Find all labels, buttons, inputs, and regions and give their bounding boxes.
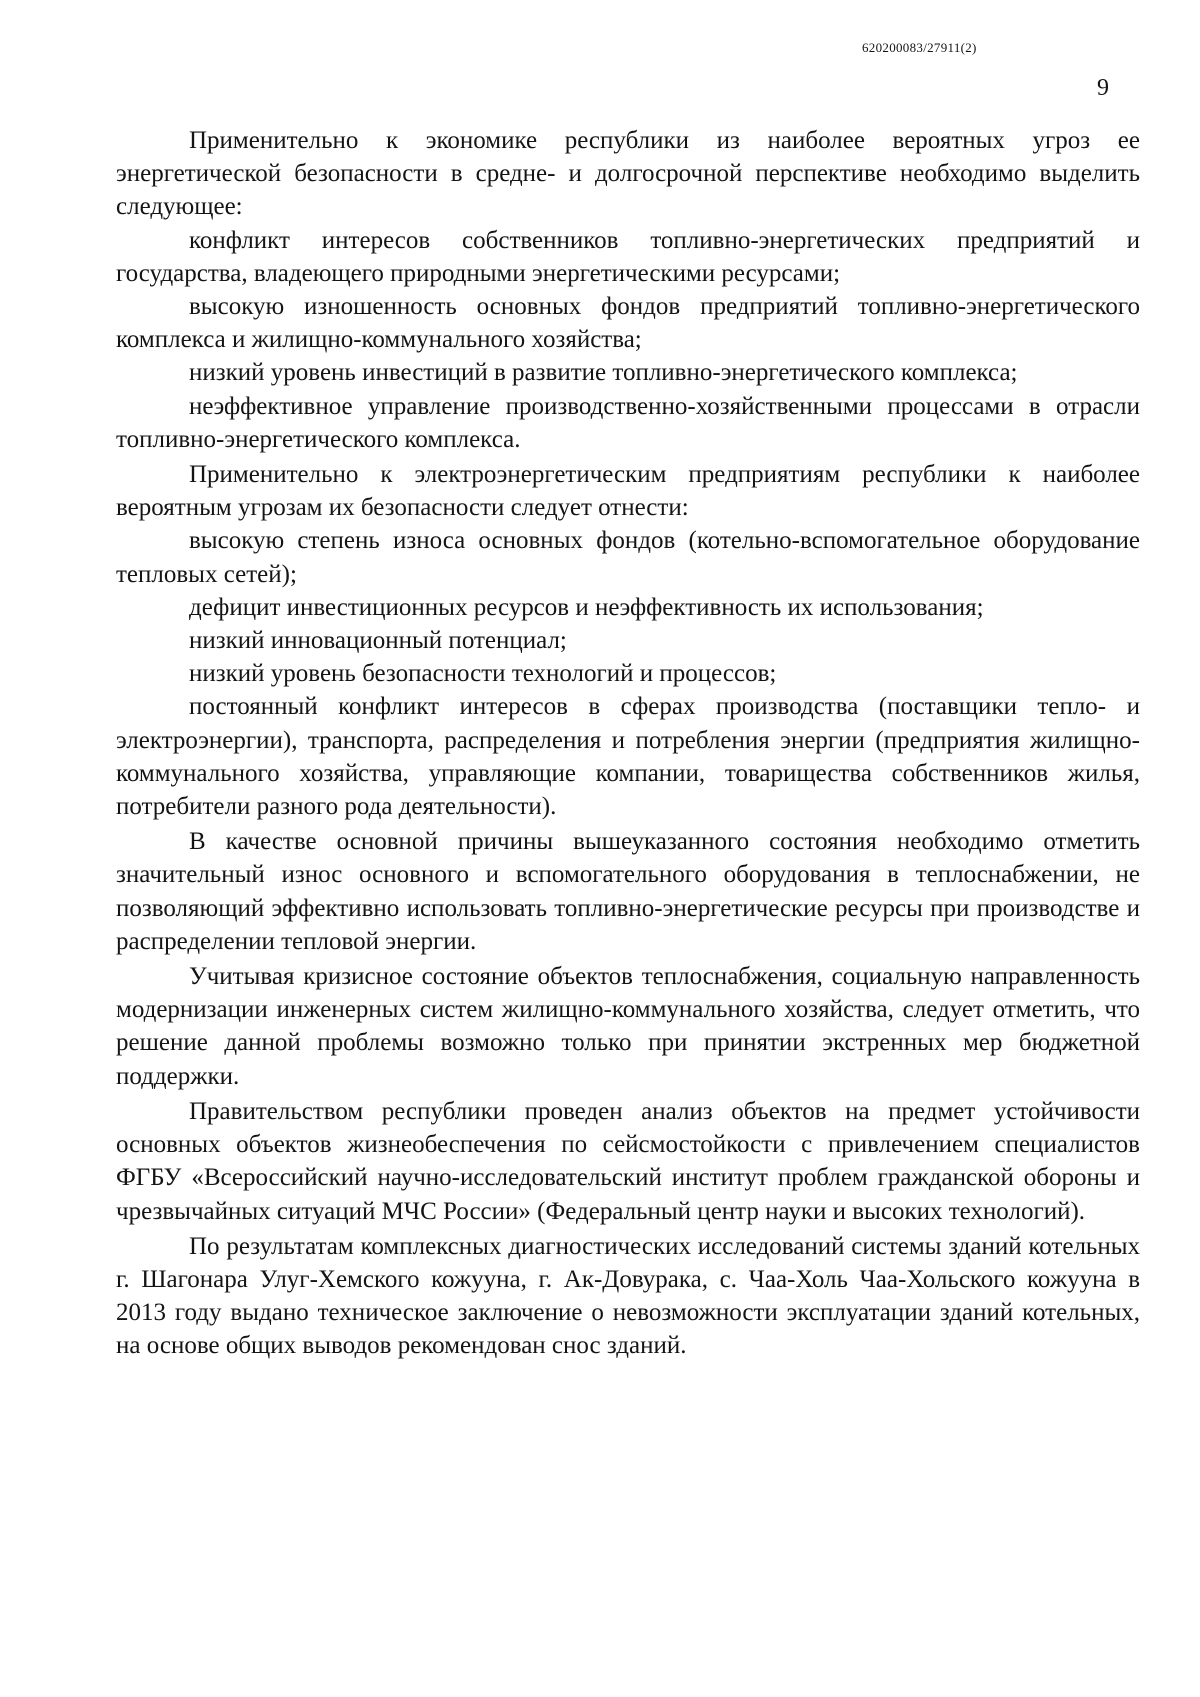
list-item-inefficient-management: неэффективное управление производственно-хозяйственными процессами в отрасли топливно-энергетического комплекса.: [116, 392, 1140, 453]
list-item-permanent-conflict: постоянный конфликт интересов в сферах производства (поставщики тепло- и электроэнергии), транспорта, распределения и потребления энергии (предприятия жилищно-коммунального хозяйства, управляющие компании, товарищества собственников жилья, потребители разного рода деятельности).: [116, 693, 1140, 821]
paragraph-intro-energy-threats: Применительно к экономике республики из наиболее вероятных угроз ее энергетической безопасности в средне- и долгосрочной перспективе необходимо выделить следующее:: [116, 127, 1140, 221]
list-item-equipment-wear: высокую степень износа основных фондов (котельно-вспомогательное оборудование тепловых сетей);: [116, 527, 1140, 588]
list-item-low-safety: низкий уровень безопасности технологий и процессов;: [189, 660, 777, 688]
paragraph-seismic-analysis: Правительством республики проведен анализ объектов на предмет устойчивости основных объектов жизнеобеспечения по сейсмостойкости с привлечением специалистов ФГБУ «Всероссийский научно-исследовательский институт проблем гражданской обороны и чрезвычайных ситуаций МЧС России» (Федеральный центр науки и высоких технологий).: [116, 1097, 1140, 1225]
list-item-investment-deficit: дефицит инвестиционных ресурсов и неэффективность их использования;: [189, 593, 984, 621]
list-item-conflict-of-interests: конфликт интересов собственников топливно-энергетических предприятий и государства, владеющего природными энергетическими ресурсами;: [116, 226, 1140, 287]
paragraph-diagnostic-results: По результатам комплексных диагностических исследований системы зданий котельных г. Шагонара Улуг-Хемского кожууна, г. Ак-Довурака, с. Чаа-Холь Чаа-Хольского кожууна в 2013 году выдано техническое заключение о невозможности эксплуатации зданий котельных, на основе общих выводов рекомендован снос зданий.: [116, 1232, 1140, 1360]
page-number: 9: [1097, 75, 1109, 101]
list-item-worn-assets: высокую изношенность основных фондов предприятий топливно-энергетического комплекса и жилищно-коммунального хозяйства;: [116, 293, 1140, 354]
paragraph-main-cause: В качестве основной причины вышеуказанного состояния необходимо отметить значительный износ основного и вспомогательного оборудования в теплоснабжении, не позволяющий эффективно использовать топливно-энергетические ресурсы при производстве и распределении тепловой энергии.: [116, 828, 1140, 955]
paragraph-intro-power-threats: Применительно к электроэнергетическим предприятиям республики к наиболее вероятным угрозам их безопасности следует отнести:: [116, 461, 1140, 522]
list-item-low-innovation: низкий инновационный потенциал;: [189, 627, 567, 655]
document-body: [116, 124, 1140, 1363]
list-item-low-investment: низкий уровень инвестиций в развитие топливно-энергетического комплекса;: [189, 359, 1018, 387]
document-code: 620200083/27911(2): [862, 40, 977, 55]
paragraph-budget-support: Учитывая кризисное состояние объектов теплоснабжения, социальную направленность модернизации инженерных систем жилищно-коммунального хозяйства, следует отметить, что решение данной проблемы возможно только при принятии экстренных мер бюджетной поддержки.: [116, 963, 1140, 1090]
